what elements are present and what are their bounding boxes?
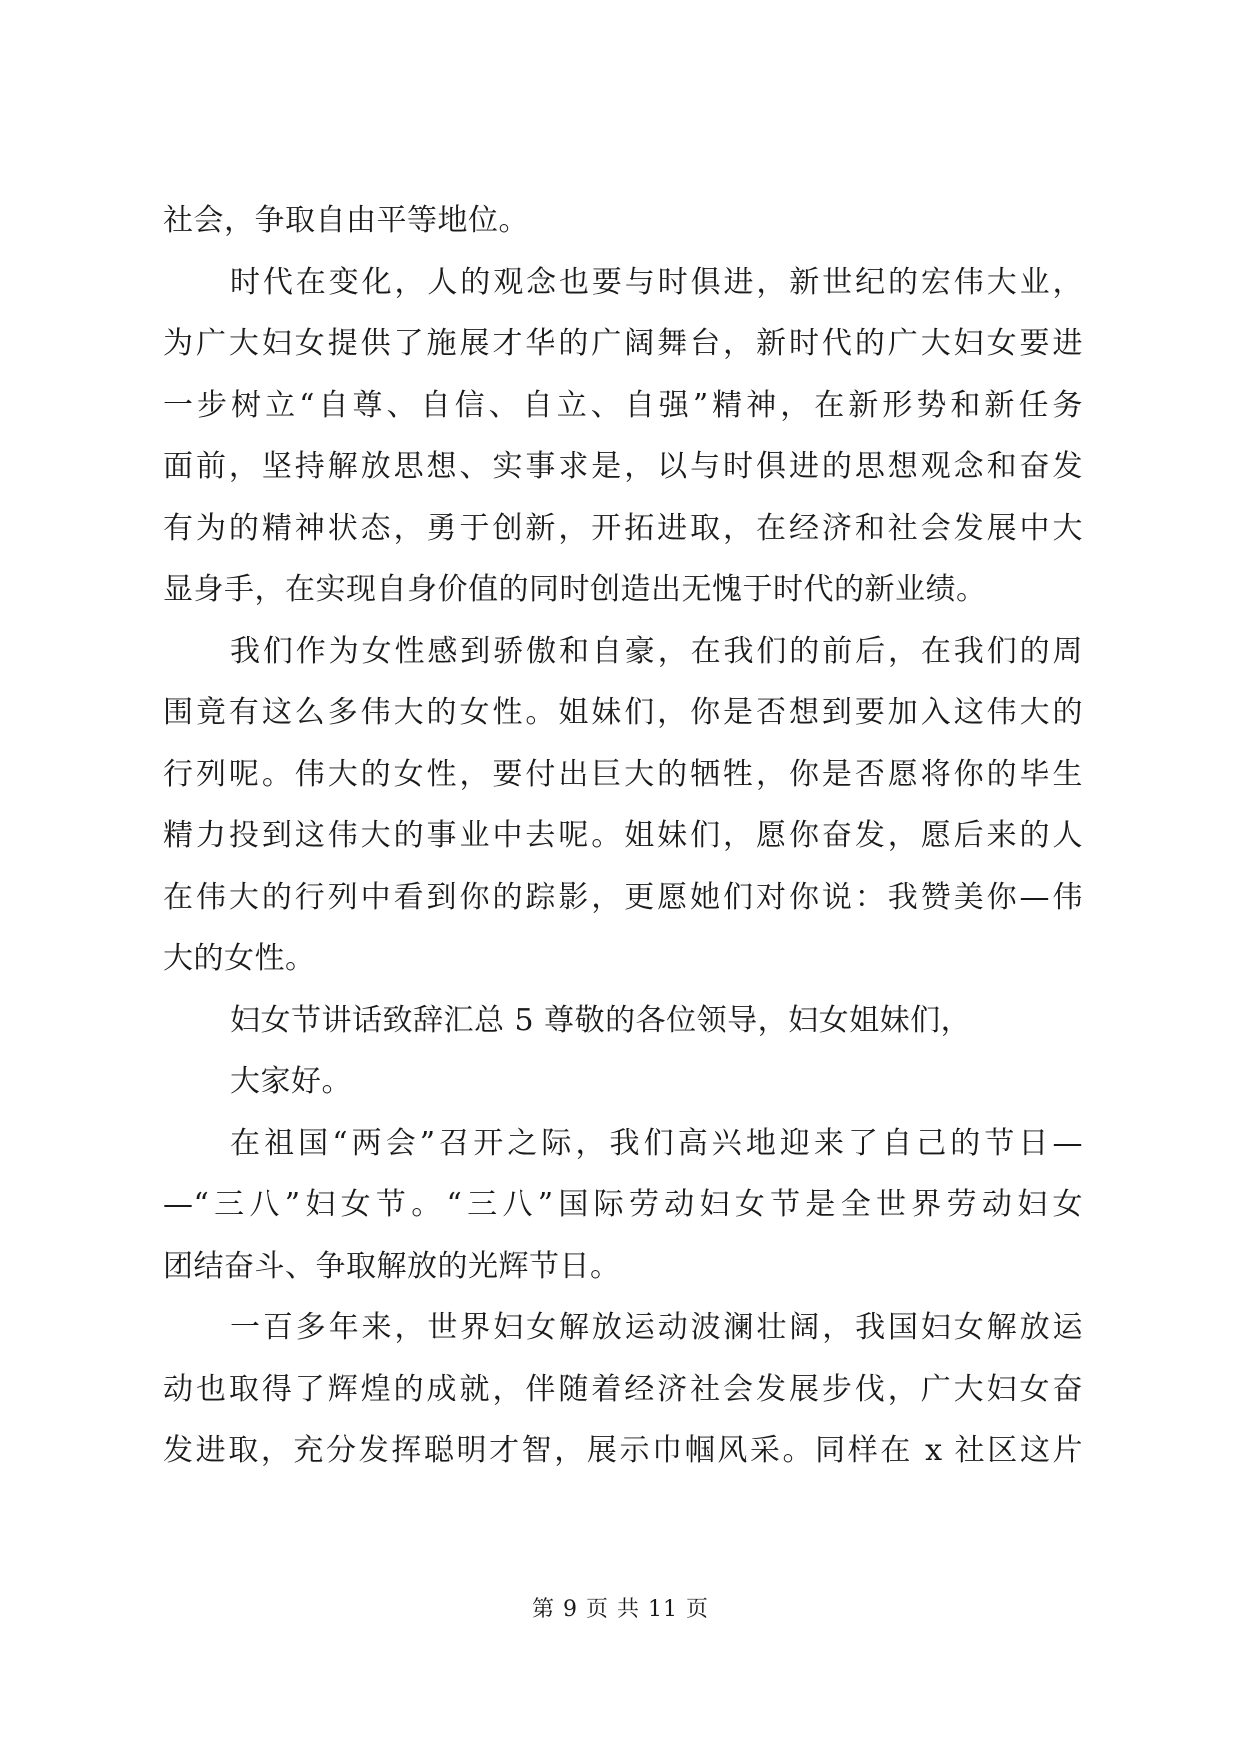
text-line: 时代在变化，人的观念也要与时俱进，新世纪的宏伟大业， xyxy=(230,264,1083,300)
text-line: 面前，坚持解放思想、实事求是，以与时俱进的思想观念和奋发 xyxy=(163,449,1083,484)
text-line: —“三八”妇女节。“三八”国际劳动妇女节是全世界劳动妇女 xyxy=(163,1187,1083,1222)
text-line: 显身手，在实现自身价值的同时创造出无愧于时代的新业绩。 xyxy=(163,572,987,607)
text-line: 围竟有这么多伟大的女性。姐妹们，你是否想到要加入这伟大的 xyxy=(163,695,1083,730)
text-line: 在祖国“两会”召开之际，我们高兴地迎来了自己的节日— xyxy=(230,1125,1083,1161)
page-footer: 第 9 页 共 11 页 xyxy=(532,1597,709,1622)
text-line: 大的女性。 xyxy=(163,941,316,976)
text-line: 有为的精神状态，勇于创新，开拓进取，在经济和社会发展中大 xyxy=(163,510,1083,546)
text-line: 一百多年来，世界妇女解放运动波澜壮阔，我国妇女解放运 xyxy=(230,1310,1083,1345)
text-line: 大家好。 xyxy=(230,1064,352,1099)
text-line: 为广大妇女提供了施展才华的广阔舞台，新时代的广大妇女要进 xyxy=(163,326,1083,361)
text-line: 精力投到这伟大的事业中去呢。姐妹们，愿你奋发，愿后来的人 xyxy=(163,818,1083,853)
text-line: 团结奋斗、争取解放的光辉节日。 xyxy=(163,1248,621,1284)
text-line: 我们作为女性感到骄傲和自豪，在我们的前后，在我们的周 xyxy=(230,633,1083,669)
text-line: 动也取得了辉煌的成就，伴随着经济社会发展步伐，广大妇女奋 xyxy=(163,1371,1083,1407)
text-line: 社会，争取自由平等地位。 xyxy=(163,203,529,238)
body-text xyxy=(163,190,1083,1482)
text-line: 妇女节讲话致辞汇总 5 尊敬的各位领导，妇女姐妹们， xyxy=(230,1002,972,1038)
text-line: 一步树立“自尊、自信、自立、自强”精神，在新形势和新任务 xyxy=(163,387,1083,423)
text-line: 在伟大的行列中看到你的踪影，更愿她们对你说：我赞美你—伟 xyxy=(163,879,1083,915)
text-line: 发进取，充分发挥聪明才智，展示巾帼风采。同样在 x 社区这片 xyxy=(163,1433,1083,1468)
text-line: 行列呢。伟大的女性，要付出巨大的牺牲，你是否愿将你的毕生 xyxy=(163,756,1083,792)
